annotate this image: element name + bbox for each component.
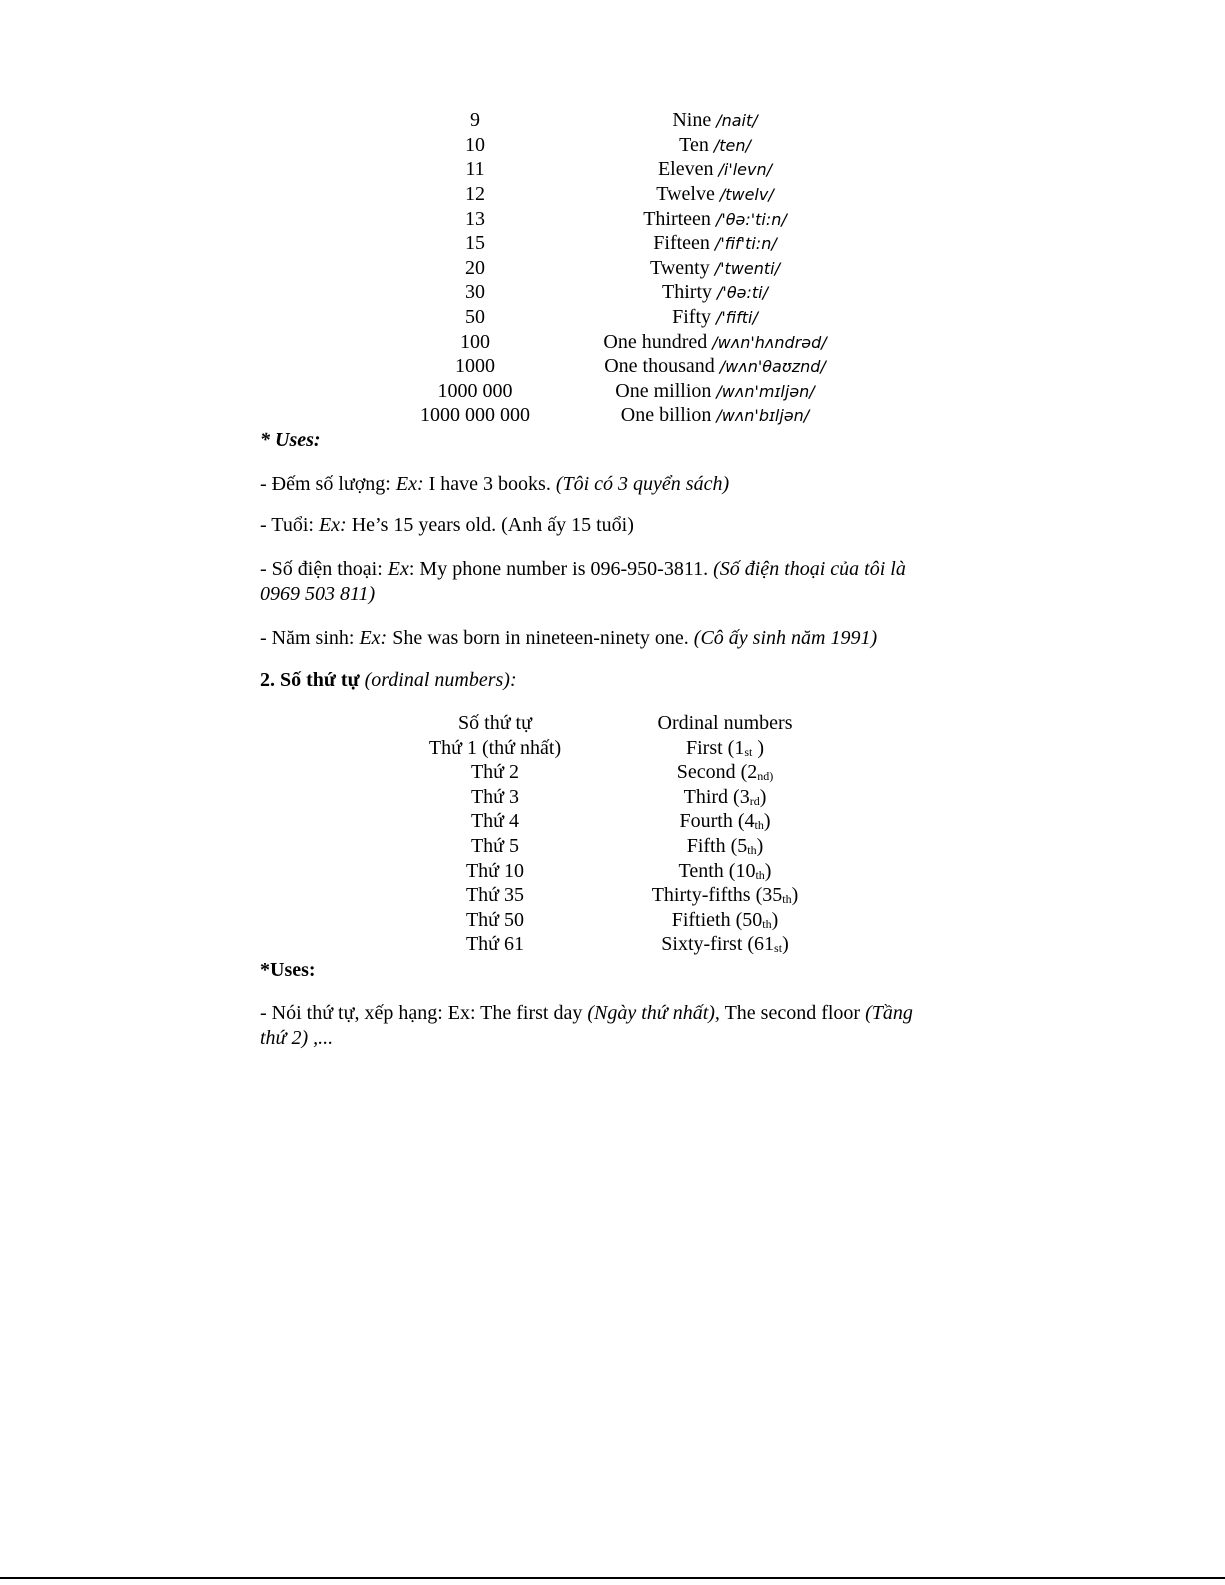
vietnamese-cell: Thứ 4 [470,810,520,832]
vietnamese-cell: Thứ 5 [470,835,520,857]
table-row [0,809,1225,833]
uses-heading: * Uses: [260,429,321,451]
pronunciation: /twelv/ [719,185,774,204]
number-cell: 1000 [455,355,495,377]
table-row [0,182,1225,206]
number-cell: 100 [460,331,490,353]
number-cell: 10 [465,134,485,156]
vietnamese-cell: Thứ 10 [465,860,525,882]
uses-heading: *Uses: [260,959,316,981]
table-row [0,330,1225,354]
table-row [0,231,1225,255]
table-row [0,133,1225,157]
vietnamese-cell: Thứ 2 [470,761,520,783]
use-count-paragraph: - Đếm số lượng: Ex: I have 3 books. (Tôi có 3 quyển sách) [260,473,730,495]
table-row [0,859,1225,883]
number-cell: 50 [465,306,485,328]
ordinal-cell: Thirty-fifths (35th) [651,884,799,906]
number-cell: 12 [465,183,485,205]
use-rank-paragraph: - Nói thứ tự, xếp hạng: Ex: The first day (Ngày thứ nhất), The second floor (Tầng thứ 2) ,... [260,1002,913,1049]
word-cell: Thirty /'θə:ti/ [662,281,768,303]
number-cell: 1000 000 000 [420,404,530,426]
pronunciation: /nait/ [716,111,758,130]
ordinal-cell: Fiftieth (50th) [671,909,779,931]
table-row [0,108,1225,132]
vietnamese-cell: Thứ 50 [465,909,525,931]
table-row [0,354,1225,378]
word-cell: Fifty /'fifti/ [672,306,758,328]
ordinal-section-heading: 2. Số thứ tự (ordinal numbers): [260,669,517,691]
table-row [0,760,1225,784]
use-phone-paragraph: - Số điện thoại: Ex: My phone number is 096-950-3811. (Số điện thoại của tôi là 0969 503 811) [260,558,906,605]
ordinal-cell: First (1st ) [685,737,765,759]
table-row [0,305,1225,329]
word-cell: Ten /ten/ [679,134,751,156]
number-cell: 20 [465,257,485,279]
number-cell: 15 [465,232,485,254]
number-cell: 13 [465,208,485,230]
ordinal-cell: Fourth (4th) [679,810,771,832]
use-age-paragraph: - Tuổi: Ex: He’s 15 years old. (Anh ấy 15 tuổi) [260,514,634,536]
ordinal-cell: Third (3rd) [683,786,767,808]
word-cell: One million /wʌn'mɪljən/ [615,380,815,402]
word-cell: One billion /wʌn'bɪljən/ [620,404,810,426]
pronunciation: /'θə:ti/ [717,283,768,302]
word-cell: Twenty /'twenti/ [650,257,780,279]
vietnamese-cell: Thứ 3 [470,786,520,808]
pronunciation: /wʌn'hʌndrəd/ [712,333,827,352]
table-row [0,256,1225,280]
table-row [0,834,1225,858]
number-cell: 11 [465,158,485,180]
ordinal-cell: Sixty-first (61st) [661,933,789,955]
word-cell: Fifteen /'fif'ti:n/ [653,232,777,254]
table-row [0,908,1225,932]
pronunciation: /i'levn/ [718,160,773,179]
ordinal-cell: Second (2nd) [676,761,774,783]
number-cell: 30 [465,281,485,303]
number-cell: 1000 000 [437,380,513,402]
ordinal-cell: Tenth (10th) [678,860,772,882]
pronunciation: /'fifti/ [716,308,758,327]
vietnamese-cell: Thứ 61 [465,933,525,955]
table-header-row [0,711,1225,735]
vietnamese-cell: Thứ 35 [465,884,525,906]
page-bottom-border [0,1577,1225,1579]
use-year-paragraph: - Năm sinh: Ex: She was born in nineteen-ninety one. (Cô ấy sinh năm 1991) [260,627,878,649]
word-cell: Twelve /twelv/ [656,183,774,205]
table-row [0,280,1225,304]
pronunciation: /'θə:'ti:n/ [715,210,787,229]
pronunciation: /wʌn'mɪljən/ [716,382,815,401]
vietnamese-cell: Thứ 1 (thứ nhất) [428,737,562,759]
word-cell: Thirteen /'θə:'ti:n/ [643,208,787,230]
word-cell: One thousand /wʌn'θaʊznd/ [604,355,826,377]
pronunciation: /ten/ [713,136,751,155]
number-cell: 9 [470,109,480,131]
word-cell: Nine /nait/ [672,109,758,131]
table-row [0,932,1225,956]
table-row [0,379,1225,403]
table-row [0,207,1225,231]
word-cell: One hundred /wʌn'hʌndrəd/ [603,331,827,353]
table-row [0,736,1225,760]
column-header: Số thứ tự [458,712,532,734]
pronunciation: /wʌn'bɪljən/ [716,406,810,425]
table-row [0,785,1225,809]
ordinal-cell: Fifth (5th) [686,835,764,857]
pronunciation: /'fif'ti:n/ [714,234,777,253]
table-row [0,157,1225,181]
column-header: Ordinal numbers [657,712,793,734]
table-row [0,403,1225,427]
word-cell: Eleven /i'levn/ [657,158,773,180]
pronunciation: /wʌn'θaʊznd/ [719,357,826,376]
pronunciation: /'twenti/ [714,259,780,278]
table-row [0,883,1225,907]
